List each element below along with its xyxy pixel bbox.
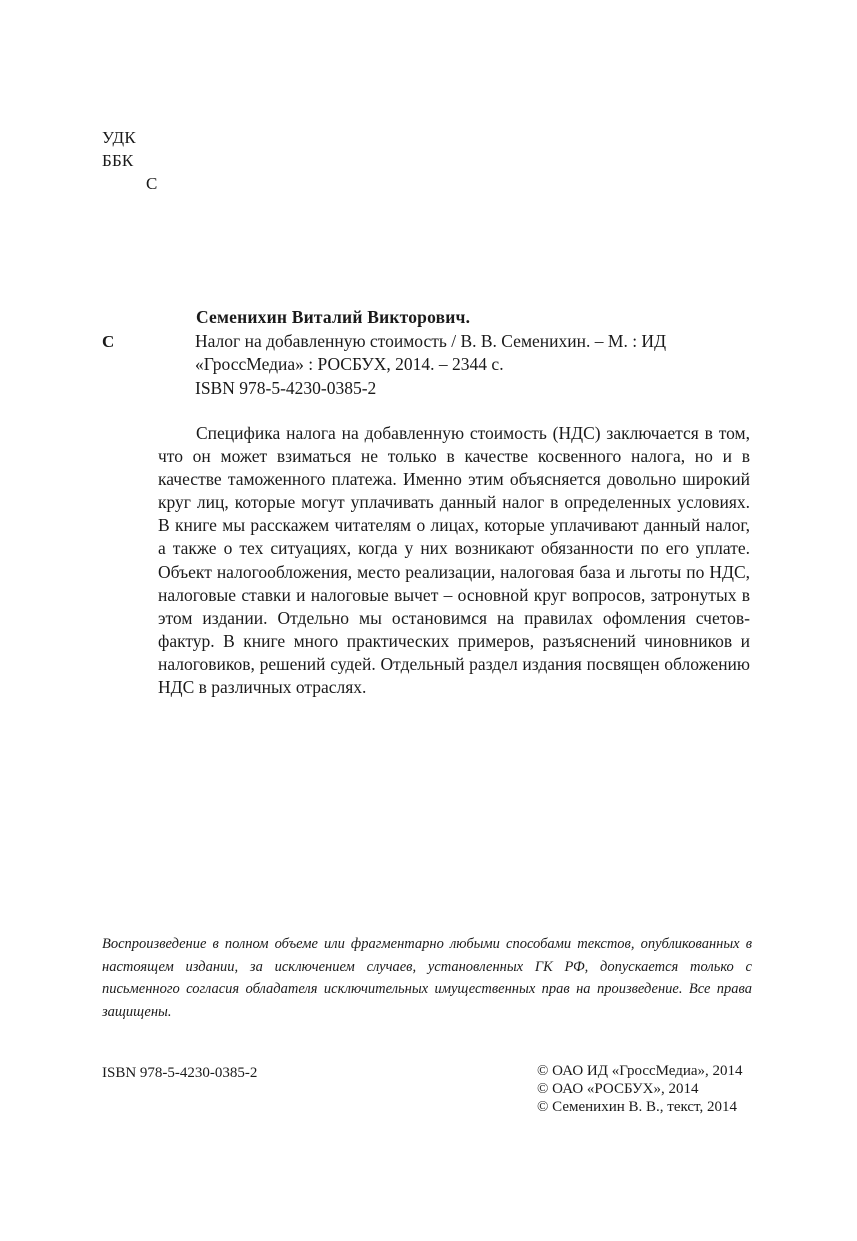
author-mark-top: С xyxy=(146,174,158,193)
publisher-line: «ГроссМедиа» : РОСБУХ, 2014. – 2344 с. xyxy=(195,354,504,374)
bibliographic-record xyxy=(196,306,748,400)
isbn-footer: ISBN 978-5-4230-0385-2 xyxy=(102,1065,258,1081)
copyright-holders xyxy=(537,1062,743,1116)
copyright-line: © ОАО «РОСБУХ», 2014 xyxy=(537,1081,699,1097)
annotation: Специфика налога на добавленную стоимость (НДС) заключается в том, что он может взиматься не только в качестве косвенного налога, но и в качестве таможенного платежа. Именно этим объясняется довольно широкий круг лиц, которые могут уплачивать данный налог в определенных условиях. В книге мы расскажем читателям о лицах, которые уплачивают данный налог, а также о тех ситуациях, когда у них возникают обязанности по его уплате. Объект налогообложения, место реализации, налоговая база и льготы по НДС, налоговые ставки и налоговые вычет – основной круг вопросов, затронутых в этом издании. Отдельно мы остановимся на правилах офомления счетов-фактур. В книге много практических примеров, разъяснений чиновников и налоговиков, решений судей. Отдельный раздел издания посвящен обложению НДС в различных отраслях. xyxy=(158,423,750,698)
copyright-notice: Воспроизведение в полном объеме или фрагментарно любыми способами текстов, опубликованных в настоящем издании, за исключением случаев, установленных ГК РФ, допускается только с письменного согласия обладателя исключительных имущественных прав на произведение. Все права защищены. xyxy=(102,936,752,1020)
author-name: Семенихин Виталий Викторович. xyxy=(196,307,471,327)
copyright-line: © ОАО ИД «ГроссМедиа», 2014 xyxy=(537,1063,743,1079)
title-line: Налог на добавленную стоимость / В. В. Семенихин. – М. : ИД xyxy=(195,330,667,351)
copyright-line: © Семенихин В. В., текст, 2014 xyxy=(537,1099,737,1115)
isbn-line: ISBN 978-5-4230-0385-2 xyxy=(195,377,377,398)
bbk-label: ББК xyxy=(102,151,134,170)
udk-label: УДК xyxy=(102,128,136,147)
author-mark-side: С xyxy=(102,332,115,351)
